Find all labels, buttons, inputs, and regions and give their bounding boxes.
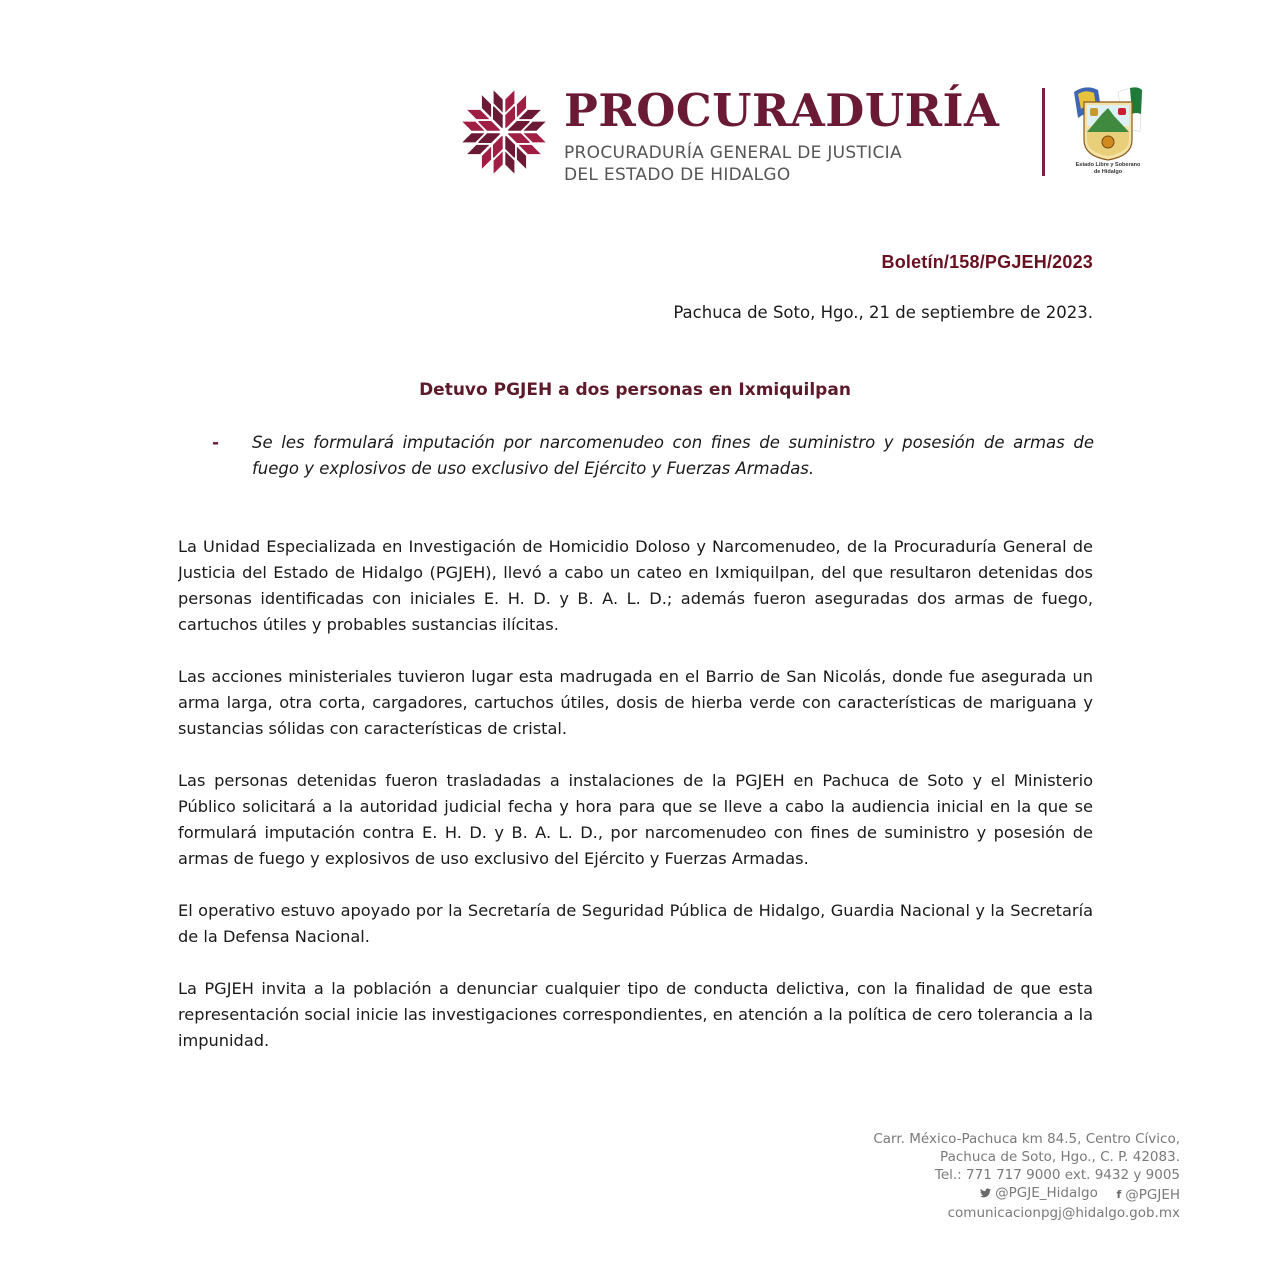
- coat-of-arms: [1068, 84, 1148, 180]
- headline: Detuvo PGJEH a dos personas en Ixmiquilpan: [419, 380, 851, 400]
- social-handles: [873, 1184, 1180, 1204]
- bulletin-number: Boletín/158/PGJEH/2023: [881, 252, 1093, 272]
- paragraph: La Unidad Especializada en Investigación de Homicidio Doloso y Narcomenudeo, de la Procuraduría General de Justicia del Estado de Hidalgo (PGJEH), llevó a cabo un cateo en Ixmiquilpan, del que resultaron detenidas dos personas identificadas con iniciales E. H. D. y B. A. L. D.; además fueron aseguradas dos armas de fuego, cartuchos útiles y probables sustancias ilícitas.: [178, 537, 1093, 634]
- phone: Tel.: 771 717 9000 ext. 9432 y 9005: [934, 1167, 1180, 1183]
- header-divider: [1042, 88, 1045, 176]
- paragraph: Las acciones ministeriales tuvieron lugar esta madrugada en el Barrio de San Nicolás, donde fue asegurada un arma larga, otra corta, cargadores, cartuchos útiles, dosis de hierba verde con características de mariguana y sustancias sólidas con características de cristal.: [178, 667, 1093, 738]
- twitter-handle: @PGJE_Hidalgo: [995, 1185, 1098, 1201]
- paragraph: Las personas detenidas fueron trasladadas a instalaciones de la PGJEH en Pachuca de Soto y el Ministerio Público solicitará a la autoridad judicial fecha y hora para que se lleve a cabo la audiencia inicial en la que se formulará imputación contra E. H. D. y B. A. L. D., por narcomenudeo con fines de suministro y posesión de armas de fuego y explosivos de uso exclusivo del Ejército y Fuerzas Armadas.: [178, 771, 1093, 868]
- place-and-date: Pachuca de Soto, Hgo., 21 de septiembre de 2023.: [673, 303, 1093, 322]
- brand-block: [564, 84, 999, 186]
- letterhead: [458, 84, 1141, 185]
- coat-of-arms-icon: [1068, 84, 1148, 162]
- twitter-icon: [980, 1188, 991, 1198]
- facebook-link[interactable]: [1116, 1186, 1180, 1204]
- brand-subtitle-line2: DEL ESTADO DE HIDALGO: [564, 165, 791, 185]
- coat-caption-line2: de Hidalgo: [1093, 169, 1123, 175]
- address-line1: Carr. México-Pachuca km 84.5, Centro Cívico,: [873, 1131, 1180, 1147]
- email-link[interactable]: comunicacionpgj@hidalgo.gob.mx: [947, 1205, 1180, 1221]
- facebook-handle: @PGJEH: [1125, 1187, 1180, 1203]
- contact-footer: [873, 1130, 1180, 1222]
- brand-subtitle-line1: PROCURADURÍA GENERAL DE JUSTICIA: [564, 143, 902, 163]
- brand-title: PROCURADURÍA: [564, 84, 1000, 137]
- address-line2: Pachuca de Soto, Hgo., C. P. 42083.: [940, 1149, 1180, 1165]
- summary-text: Se les formulará imputación por narcomenudeo con fines de suministro y posesión de armas de fuego y explosivos de uso exclusivo del Ejército y Fuerzas Armadas.: [252, 433, 1094, 478]
- coat-caption-line1: Estado Libre y Soberano: [1075, 162, 1141, 168]
- bullet-dash: -: [212, 433, 220, 453]
- twitter-link[interactable]: [980, 1184, 1098, 1202]
- article-body: [178, 534, 1093, 1074]
- facebook-icon: f: [1116, 1188, 1122, 1201]
- coat-caption: [1068, 162, 1148, 176]
- eight-point-star-icon: [458, 86, 550, 178]
- paragraph: La PGJEH invita a la población a denunciar cualquier tipo de conducta delictiva, con la finalidad de que esta representación social inicie las investigaciones correspondientes, en atención a la política de cero tolerancia a la impunidad.: [178, 979, 1093, 1050]
- paragraph: El operativo estuvo apoyado por la Secretaría de Seguridad Pública de Hidalgo, Guardia Nacional y la Secretaría de la Defensa Nacional.: [178, 901, 1093, 946]
- summary-bullet-item: [212, 430, 1094, 482]
